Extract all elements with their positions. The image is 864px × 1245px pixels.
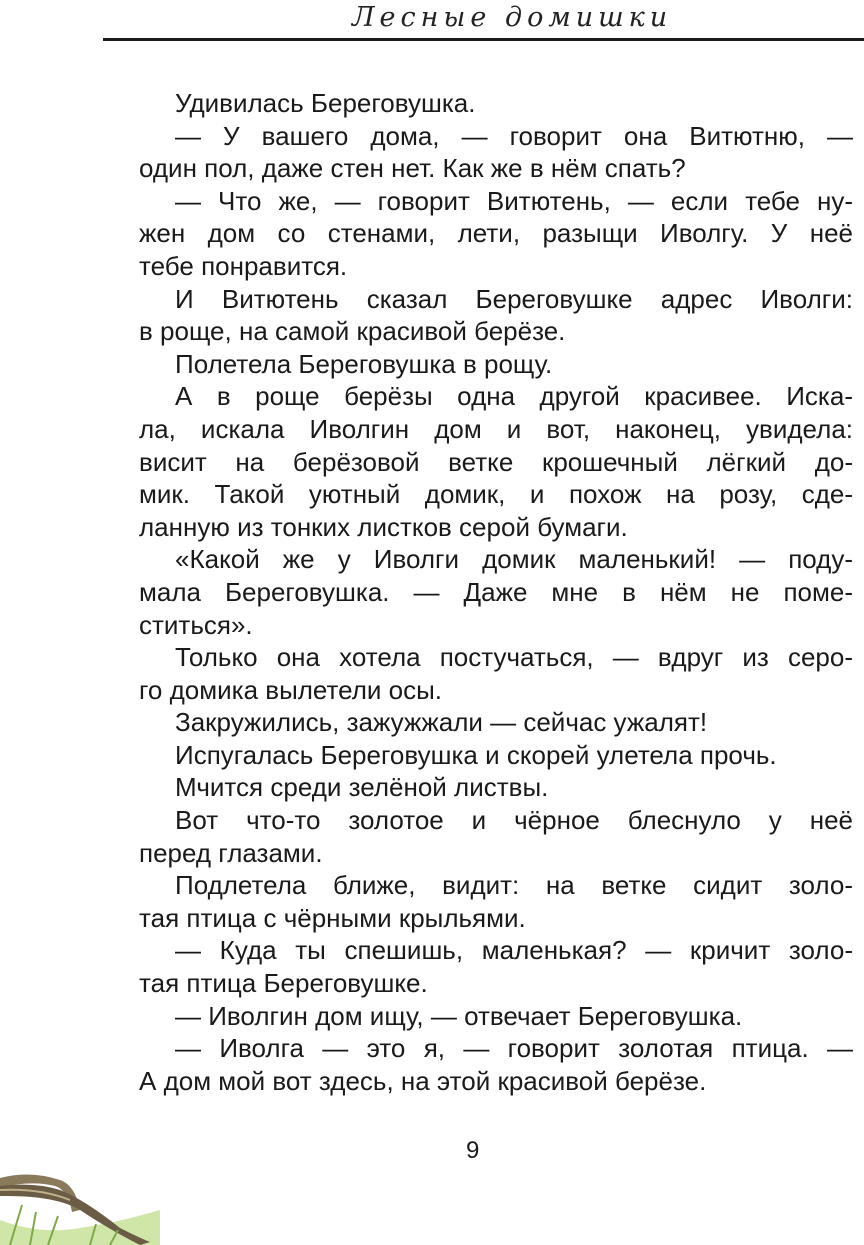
text-line: «Какой же у Иволги домик маленький! — поду- bbox=[175, 544, 853, 575]
paragraph bbox=[103, 804, 853, 869]
text-line: Испугалась Береговушка и скорей улетела прочь. bbox=[175, 739, 777, 770]
text-line: тая птица с чёрными крыльями. bbox=[139, 902, 526, 933]
paragraph bbox=[103, 1000, 853, 1033]
paragraph bbox=[103, 120, 853, 185]
paragraph bbox=[103, 348, 853, 381]
text-line: Закружились, зажужжали — сейчас ужалят! bbox=[175, 707, 708, 738]
paragraph bbox=[103, 185, 853, 283]
text-line: го домика вылетели осы. bbox=[139, 674, 443, 705]
text-line: мала Береговушка. — Даже мне в нём не поме- bbox=[139, 576, 853, 607]
branch-grass-illustration bbox=[0, 1150, 160, 1245]
text-line: жен дом со стенами, лети, разыщи Иволгу. У неё bbox=[139, 218, 853, 249]
paragraph bbox=[103, 1032, 853, 1097]
text-line: Вот что-то золотое и чёрное блеснуло у неё bbox=[175, 805, 853, 836]
text-line: висит на берёзовой ветке крошечный лёгкий до- bbox=[139, 446, 853, 477]
paragraph bbox=[103, 934, 853, 999]
paragraph bbox=[103, 739, 853, 772]
text-line: — Куда ты спешишь, маленькая? — кричит золо- bbox=[175, 935, 853, 966]
paragraph bbox=[103, 380, 853, 543]
header-rule bbox=[103, 38, 864, 41]
text-line: Только она хотела постучаться, — вдруг из серо- bbox=[175, 642, 853, 673]
paragraph bbox=[103, 543, 853, 641]
text-line: ститься». bbox=[139, 609, 253, 640]
text-line: Удивилась Береговушка. bbox=[175, 88, 476, 118]
text-line: ла, искала Иволгин дом и вот, наконец, увидела: bbox=[139, 413, 853, 444]
story-text bbox=[103, 87, 853, 1097]
text-line: — У вашего дома, — говорит она Витютню, — bbox=[175, 120, 853, 151]
paragraph bbox=[103, 706, 853, 739]
paragraph bbox=[103, 771, 853, 804]
text-line: тая птица Береговушке. bbox=[139, 968, 428, 999]
running-head: Лесные домишки bbox=[352, 2, 673, 33]
text-line: тебе понравится. bbox=[139, 250, 348, 281]
text-line: перед глазами. bbox=[139, 837, 323, 868]
text-line: один пол, даже стен нет. Как же в нём спать? bbox=[139, 153, 686, 184]
text-line: Мчится среди зелёной листвы. bbox=[175, 772, 549, 803]
paragraph bbox=[103, 283, 853, 348]
text-line: мик. Такой уютный домик, и похож на розу, сде- bbox=[139, 479, 853, 510]
paragraph bbox=[103, 87, 853, 120]
paragraph bbox=[103, 641, 853, 706]
text-line: Полетела Береговушка в рощу. bbox=[175, 348, 553, 379]
page-number: 9 bbox=[466, 1137, 480, 1164]
text-line: Подлетела ближе, видит: на ветке сидит золо- bbox=[175, 870, 853, 901]
text-line: — Иволга — это я, — говорит золотая птица. — bbox=[175, 1033, 853, 1064]
text-line: ланную из тонких листков серой бумаги. bbox=[139, 511, 628, 542]
text-line: в роще, на самой красивой берёзе. bbox=[139, 316, 566, 347]
text-line: А в роще берёзы одна другой красивее. Иска- bbox=[175, 381, 853, 412]
text-line: И Витютень сказал Береговушке адрес Иволги: bbox=[175, 283, 853, 314]
text-line: — Иволгин дом ищу, — отвечает Береговушка. bbox=[175, 1000, 743, 1031]
text-line: А дом мой вот здесь, на этой красивой берёзе. bbox=[139, 1065, 707, 1096]
paragraph bbox=[103, 869, 853, 934]
text-line: — Что же, — говорит Витютень, — если тебе ну- bbox=[175, 185, 853, 216]
